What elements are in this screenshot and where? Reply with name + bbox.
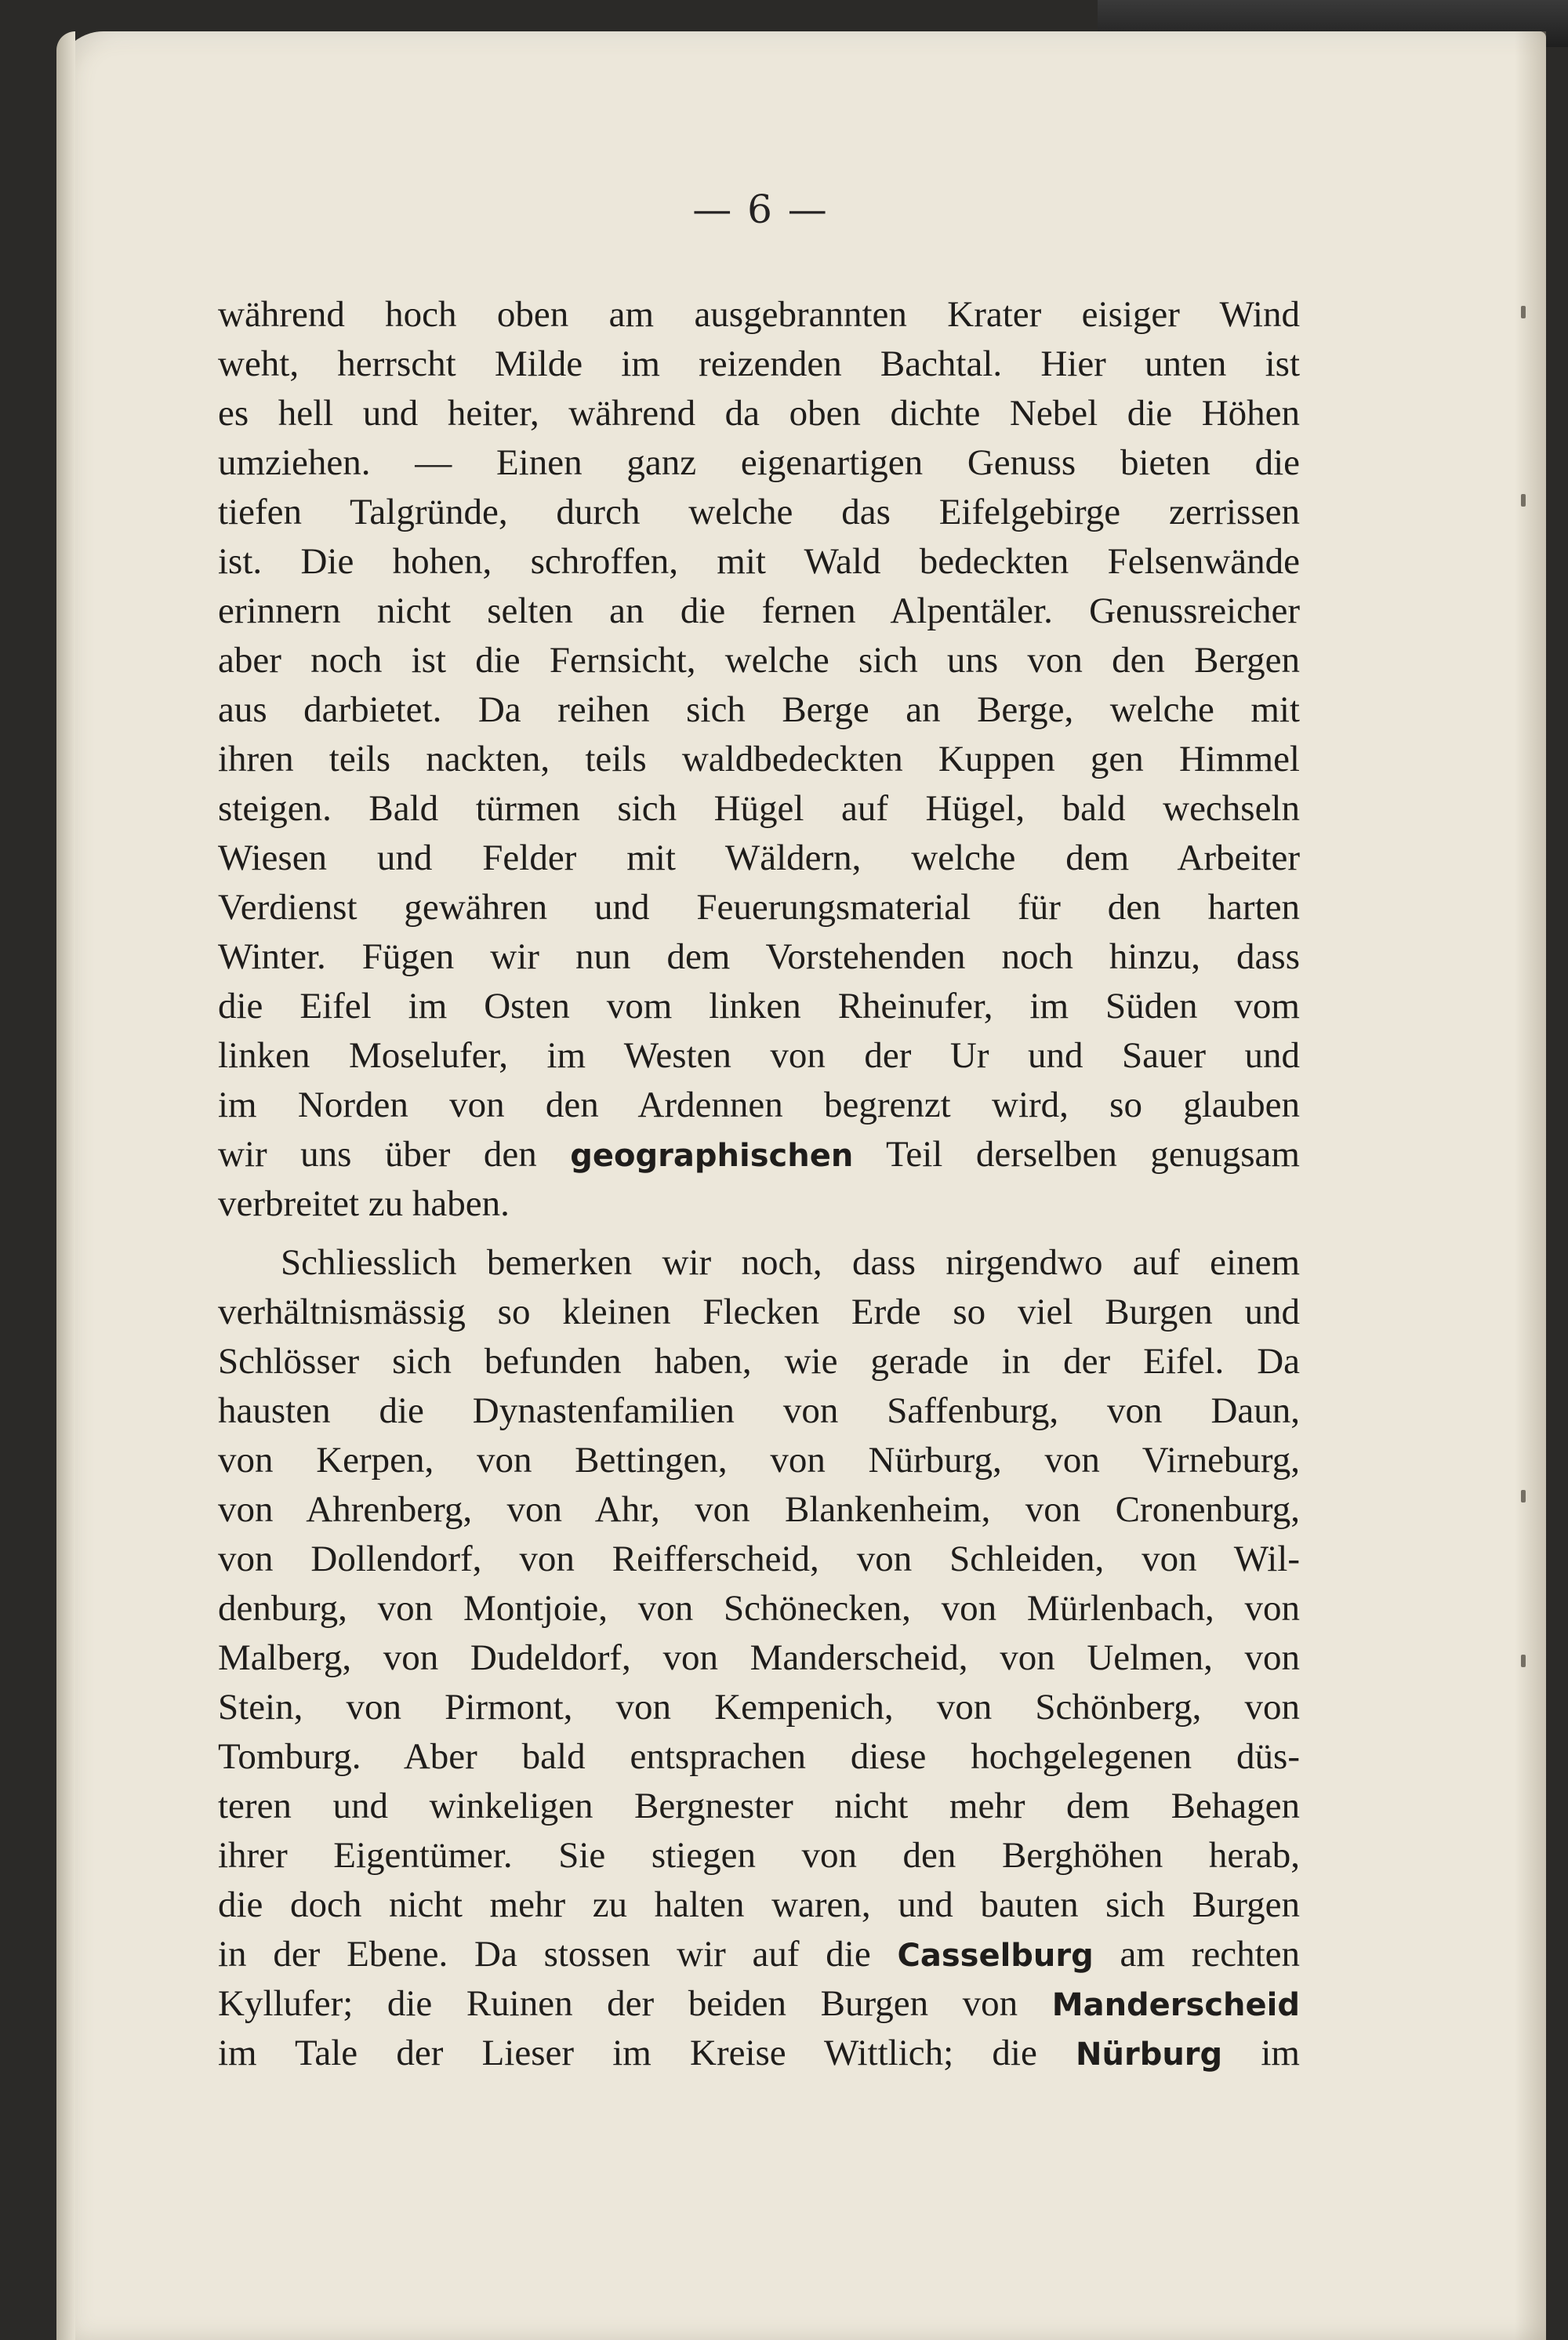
text-line: erinnern nicht selten an die fernen Alpentäler. Genussreicher: [218, 590, 1300, 631]
text-line: [218, 1979, 1300, 2029]
text-line: verhältnismässig so kleinen Flecken Erde so viel Burgen und: [218, 1292, 1300, 1332]
body-text: [218, 290, 1300, 2078]
text-line: Malberg, von Dudeldorf, von Manderscheid, von Uelmen, von: [218, 1637, 1300, 1678]
text-line: Tomburg. Aber bald entsprachen diese hochgelegenen düs-: [218, 1736, 1300, 1777]
text-line: Wiesen und Felder mit Wäldern, welche dem Arbeiter: [218, 838, 1300, 878]
margin-mark: [1521, 1490, 1526, 1502]
text-line: Winter. Fügen wir nun dem Vorstehenden noch hinzu, dass: [218, 936, 1300, 977]
text-line: im Norden von den Ardennen begrenzt wird, so glauben: [218, 1085, 1300, 1125]
text-line: tiefen Talgründe, durch welche das Eifelgebirge zerrissen: [218, 492, 1300, 532]
text-line: Schliesslich bemerken wir noch, dass nirgendwo auf einem: [281, 1242, 1300, 1283]
text-segment: in der Ebene. Da stossen wir auf die: [218, 1934, 898, 1975]
margin-mark: [1521, 306, 1526, 318]
paragraph-gap: [218, 1229, 1300, 1238]
text-line: [218, 1130, 1300, 1179]
page-number: — 6 —: [692, 187, 829, 232]
text-line: Schlösser sich befunden haben, wie gerade in der Eifel. Da: [218, 1341, 1300, 1382]
text-line: ihren teils nackten, teils waldbedeckten Kuppen gen Himmel: [218, 739, 1300, 779]
text-line: denburg, von Montjoie, von Schönecken, von Mürlenbach, von: [218, 1588, 1300, 1629]
margin-mark: [1521, 1655, 1526, 1667]
text-line: [218, 2029, 1300, 2078]
emphasized-term: geographischen: [570, 1138, 854, 1174]
emphasized-term: Casselburg: [897, 1938, 1094, 1974]
text-line: die Eifel im Osten vom linken Rheinufer, im Süden vom: [218, 986, 1300, 1026]
text-line: linken Moselufer, im Westen von der Ur und Sauer und: [218, 1035, 1300, 1076]
emphasized-term: Nürburg: [1076, 2037, 1223, 2073]
text-line: ist. Die hohen, schroffen, mit Wald bedeckten Felsenwände: [218, 541, 1300, 582]
emphasized-term: Manderscheid: [1051, 1987, 1300, 2023]
text-line: es hell und heiter, während da oben dichte Nebel die Höhen: [218, 393, 1300, 434]
text-line: von Kerpen, von Bettingen, von Nürburg, von Virneburg,: [218, 1440, 1300, 1481]
text-segment: am rechten: [1093, 1934, 1300, 1975]
text-line: umziehen. — Einen ganz eigenartigen Genuss bieten die: [218, 442, 1300, 483]
text-line: ihrer Eigentümer. Sie stiegen von den Berghöhen herab,: [218, 1835, 1300, 1876]
text-line: die doch nicht mehr zu halten waren, und bauten sich Burgen: [218, 1884, 1300, 1925]
text-line: von Ahrenberg, von Ahr, von Blankenheim, von Cronenburg,: [218, 1489, 1300, 1530]
text-line: aber noch ist die Fernsicht, welche sich uns von den Bergen: [218, 640, 1300, 681]
margin-mark: [1521, 494, 1526, 507]
text-line: hausten die Dynastenfamilien von Saffenburg, von Daun,: [218, 1390, 1300, 1431]
text-line: [218, 1930, 1300, 1979]
text-line: während hoch oben am ausgebrannten Krater eisiger Wind: [218, 294, 1300, 335]
text-line: steigen. Bald türmen sich Hügel auf Hügel, bald wechseln: [218, 788, 1300, 829]
text-segment: im: [1222, 2033, 1300, 2073]
text-line: Verdienst gewähren und Feuerungsmaterial für den harten: [218, 887, 1300, 928]
text-line: Stein, von Pirmont, von Kempenich, von Schönberg, von: [218, 1687, 1300, 1728]
text-segment: im Tale der Lieser im Kreise Wittlich; die: [218, 2033, 1076, 2073]
text-line: teren und winkeligen Bergnester nicht mehr dem Behagen: [218, 1786, 1300, 1826]
text-line: aus darbietet. Da reihen sich Berge an Berge, welche mit: [218, 689, 1300, 730]
text-line: verbreitet zu haben.: [218, 1183, 510, 1224]
text-segment: wir uns über den: [218, 1134, 571, 1175]
text-line: weht, herrscht Milde im reizenden Bachtal. Hier unten ist: [218, 343, 1300, 384]
text-line: von Dollendorf, von Reifferscheid, von Schleiden, von Wil-: [218, 1539, 1300, 1579]
text-segment: Kyllufer; die Ruinen der beiden Burgen von: [218, 1983, 1052, 2024]
text-segment: Teil derselben genugsam: [853, 1134, 1300, 1175]
